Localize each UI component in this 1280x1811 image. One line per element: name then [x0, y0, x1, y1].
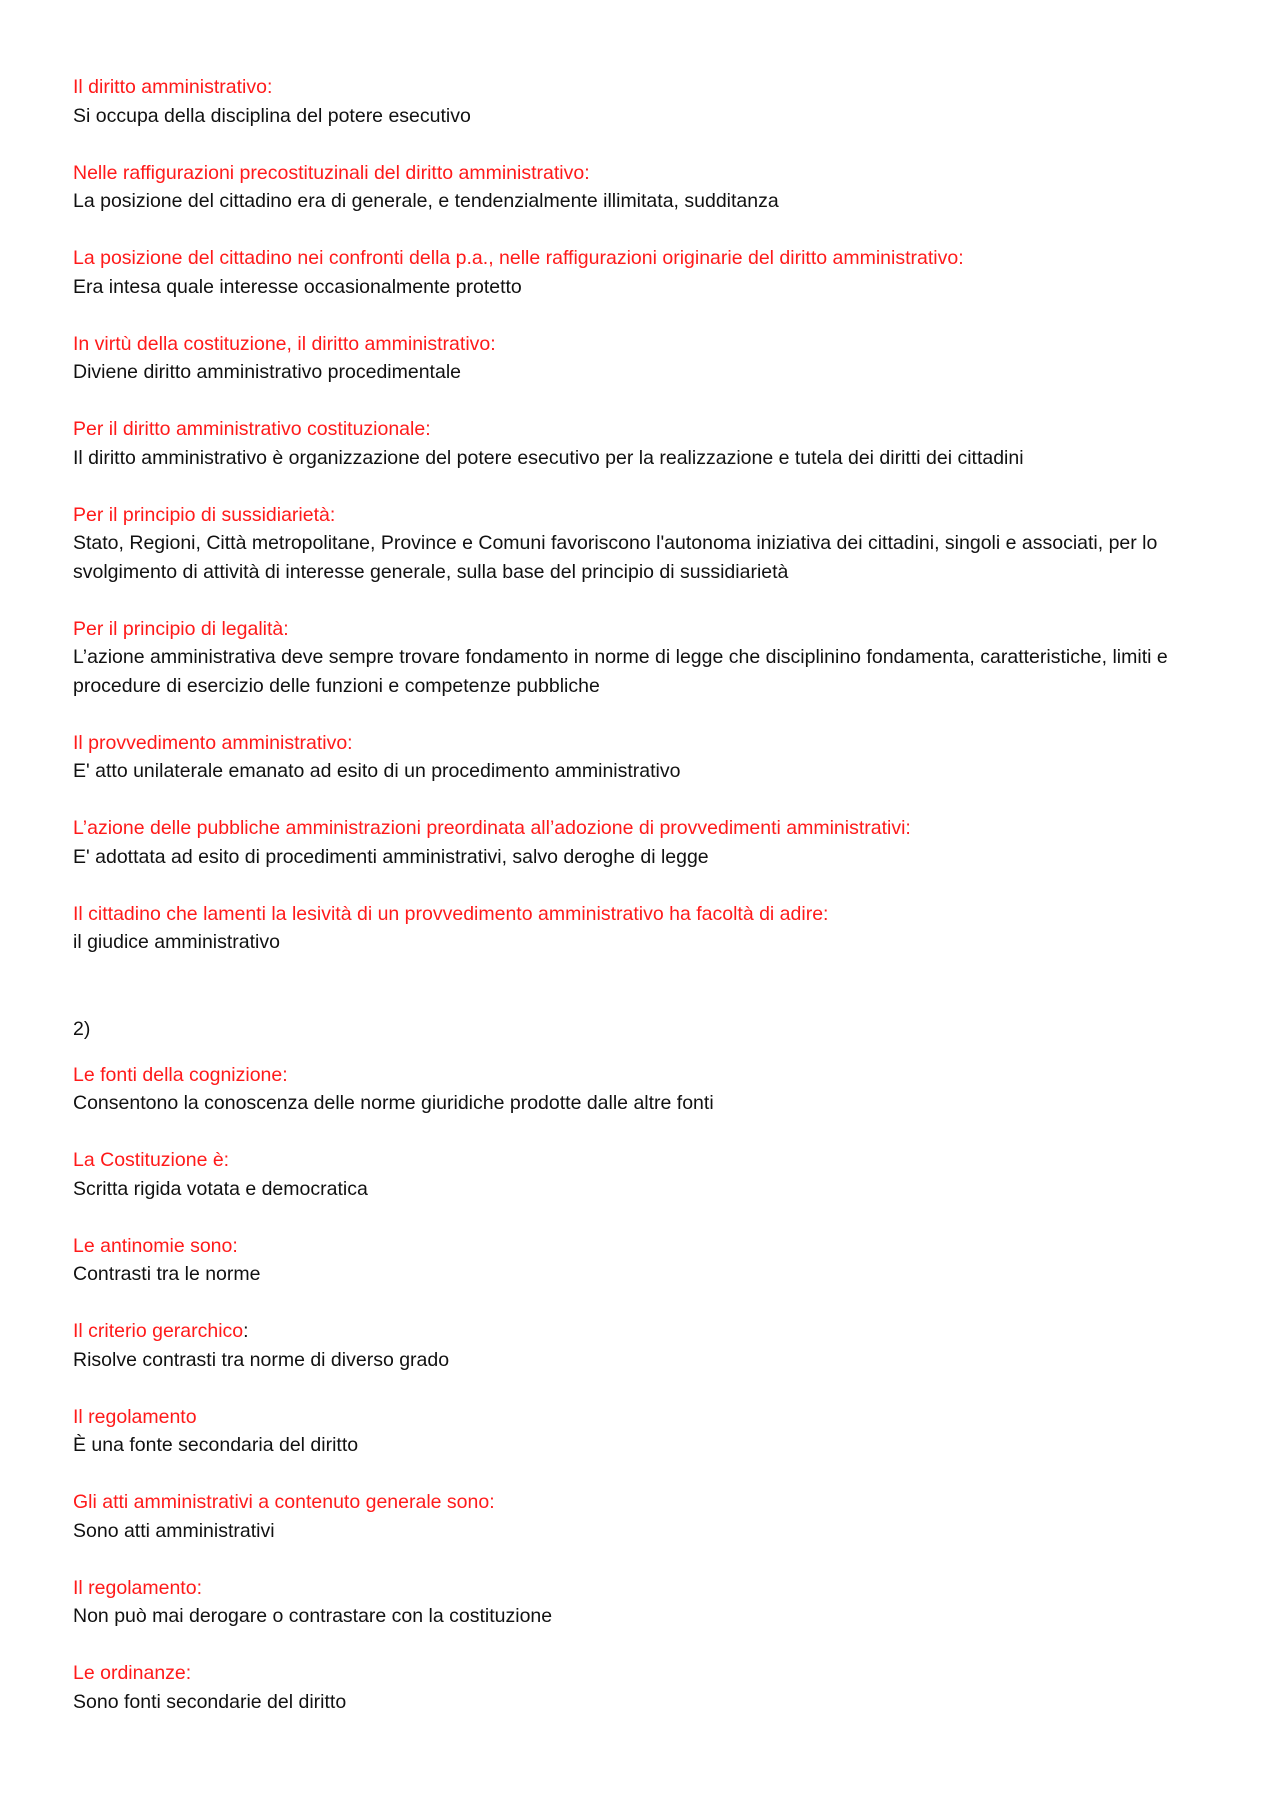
section-number: 2) — [73, 1018, 91, 1040]
qa-item — [73, 814, 1213, 871]
qa-item — [73, 501, 1213, 587]
qa-item — [73, 615, 1213, 701]
question: Il diritto amministrativo: — [73, 76, 273, 98]
question: Per il diritto amministrativo costituzionale: — [73, 418, 431, 440]
qa-item — [73, 244, 1213, 301]
answer: Stato, Regioni, Città metropolitane, Province e Comuni favoriscono l'autonoma iniziativa dei cittadini, singoli e associati, per lo svolgimento di attività di interesse generale, sulla base del principio di sussidiarietà — [73, 532, 1163, 583]
question: Per il principio di sussidiarietà: — [73, 503, 336, 526]
answer: L’azione amministrativa deve sempre trovare fondamento in norme di legge che disciplinino fondamenta, caratteristiche, limiti e procedure di esercizio delle funzioni e competenze pubbliche — [73, 646, 1174, 697]
answer: Diviene diritto amministrativo procedimentale — [73, 361, 461, 383]
spacer — [73, 985, 1213, 1015]
question — [73, 1317, 1213, 1346]
question: La posizione del cittadino nei confronti della p.a., nelle raffigurazioni originarie del diritto amministrativo: — [73, 247, 964, 269]
qa-item — [73, 1146, 1213, 1203]
answer: E' atto unilaterale emanato ad esito di un procedimento amministrativo — [73, 760, 681, 782]
answer: È una fonte secondaria del diritto — [73, 1434, 359, 1456]
qa-item — [73, 1403, 1213, 1460]
answer: Risolve contrasti tra norme di diverso grado — [73, 1348, 450, 1371]
answer: Il diritto amministrativo è organizzazione del potere esecutivo per la realizzazione e tutela dei diritti dei cittadini — [73, 446, 1024, 469]
answer: Sono atti amministrativi — [73, 1519, 275, 1542]
qa-item — [73, 415, 1213, 472]
document-content — [73, 73, 1213, 1745]
question: L’azione delle pubbliche amministrazioni preordinata all’adozione di provvedimenti amministrativi: — [73, 817, 911, 839]
question-colon: : — [243, 1320, 249, 1342]
answer: La posizione del cittadino era di generale, e tendenzialmente illimitata, sudditanza — [73, 190, 779, 212]
question: Le fonti della cognizione: — [73, 1063, 288, 1086]
qa-item — [73, 159, 1213, 216]
question: In virtù della costituzione, il diritto amministrativo: — [73, 332, 496, 355]
answer: Consentono la conoscenza delle norme giuridiche prodotte dalle altre fonti — [73, 1092, 714, 1114]
question: Il regolamento — [73, 1405, 197, 1428]
answer: Scritta rigida votata e democratica — [73, 1177, 368, 1200]
qa-item — [73, 1061, 1213, 1118]
answer: Sono fonti secondarie del diritto — [73, 1690, 347, 1713]
qa-item — [73, 729, 1213, 786]
question: Le antinomie sono: — [73, 1234, 238, 1257]
qa-item — [73, 1659, 1213, 1716]
question: Nelle raffigurazioni precostituzinali del diritto amministrativo: — [73, 161, 590, 184]
qa-item — [73, 1488, 1213, 1545]
answer: Contrasti tra le norme — [73, 1263, 261, 1285]
qa-item — [73, 1317, 1213, 1374]
answer: E' adottata ad esito di procedimenti amministrativi, salvo deroghe di legge — [73, 845, 709, 868]
question-text: Il criterio gerarchico — [73, 1320, 244, 1342]
qa-item — [73, 1232, 1213, 1289]
answer: Non può mai derogare o contrastare con la costituzione — [73, 1605, 553, 1627]
question: La Costituzione è: — [73, 1149, 230, 1171]
qa-item — [73, 900, 1213, 957]
qa-item — [73, 330, 1213, 387]
answer: Si occupa della disciplina del potere esecutivo — [73, 104, 471, 127]
qa-item — [73, 73, 1213, 130]
question: Il cittadino che lamenti la lesività di un provvedimento amministrativo ha facoltà di adire: — [73, 902, 829, 925]
question: Il provvedimento amministrativo: — [73, 731, 353, 754]
qa-item — [73, 1574, 1213, 1631]
question: Le ordinanze: — [73, 1662, 192, 1684]
answer: il giudice amministrativo — [73, 931, 280, 953]
question: Il regolamento: — [73, 1576, 202, 1599]
question: Gli atti amministrativi a contenuto generale sono: — [73, 1491, 495, 1513]
question: Per il principio di legalità: — [73, 617, 289, 640]
answer: Era intesa quale interesse occasionalmente protetto — [73, 275, 522, 298]
